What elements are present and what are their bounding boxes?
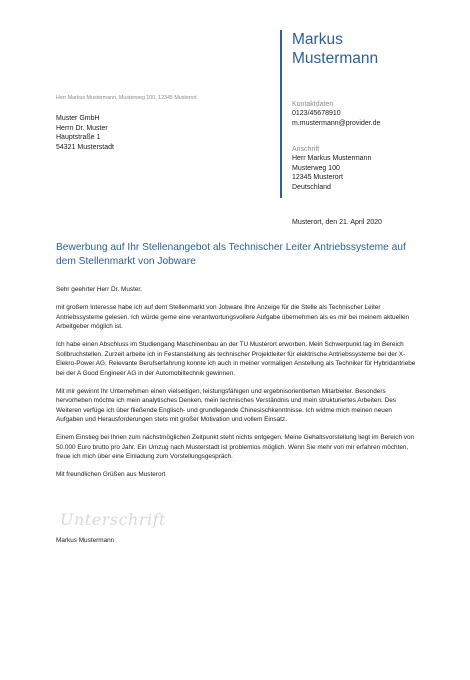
body-paragraph: mit großem Interesse habe ich auf dem Stellenmarkt von Jobware Ihre Anzeige für die Stelle als Technischer Leiter Antriebssysteme gelesen. Ich würde gerne eine verantwortungsvollere Aufgabe übernehmen als es mir bei meinem aktuellen Arbeitgeber möglich ist. [56, 304, 410, 331]
name-last: Mustermann [292, 50, 379, 67]
address-line: Herr Markus Mustermann [292, 155, 372, 162]
contact-label: Kontaktdaten [292, 101, 334, 108]
sender-return-line: Herr Markus Mustermann, Musterweg 100, 12345 Musterort [56, 95, 197, 101]
recipient-line: Herrn Dr. Muster [56, 124, 108, 132]
letter-date: Musterort, den 21. April 2020 [292, 219, 382, 226]
signature: Unterschrift [60, 510, 166, 529]
subject-line: Bewerbung auf Ihr Stellenangebot als Technischer Leiter Antriebssysteme auf dem Stellenmarkt von Jobware [56, 242, 406, 267]
address-block [292, 145, 371, 192]
salutation: Sehr geehrter Herr Dr. Muster, [56, 286, 142, 293]
body-paragraph: Ich habe einen Abschluss im Studiengang Maschinenbau an der TU Musterort erworben. Mein Schwerpunkt lag im Bereich Sollbruchstellen. Zurzeit arbeite ich in Festanstellung als technischer Projektleiter für elektrische Antriebssysteme bei der X-Elekro-Power AG. Relevante Berufserfahrung konnte ich auch in meiner vormaligen Anstellung als Techniker für Hybridantriebe bei der A Good Engineer AG in der Automobiltechnik gewinnen. [56, 341, 416, 377]
signer-name: Markus Mustermann [56, 537, 115, 544]
recipient-line: 54321 Musterstadt [56, 143, 114, 151]
address-line: 12345 Musterort [292, 174, 343, 182]
email: m.mustermann@provider.de [292, 119, 381, 127]
address-line: Musterweg 100 [292, 164, 340, 172]
recipient-line: Muster GmbH [56, 115, 100, 122]
letter-body [56, 285, 416, 489]
applicant-name [292, 30, 378, 68]
address-label: Anschrift [292, 146, 320, 153]
recipient-line: Hauptstraße 1 [56, 134, 101, 142]
body-paragraph: Mit mir gewinnt Ihr Unternehmen einen vielseitigen, leistungsfähigen und ergebnisorientierten Mitarbeiter. Besonders hervorheben möchte ich mein analytisches Denken, mein technisches Verständnis und mein strukturiertes Arbeiten. Des Weiteren verfüge ich über fließende Englisch- und grundlegende Chinesischkenntnisse. Ich widme mich meinen neuen Aufgaben und Herausforderungen stets mit großer Motivation und vollem Einsatz. [56, 387, 396, 424]
address-line: Deutschland [292, 183, 331, 191]
body-paragraph: Einem Einstieg bei Ihnen zum nächstmöglichen Zeitpunkt steht nichts entgegen. Meine Gehaltsvorstellung liegt im Bereich von 50.000 Euro brutto pro Jahr. Ein Umzug nach Musterstadt ist problemlos möglich. Wenn Sie mehr von mir erfahren möchten, freue ich mich über eine Einladung zum Vorstellungsgespräch. [56, 434, 415, 461]
recipient-address [56, 114, 114, 152]
contact-block [292, 100, 380, 128]
header-divider [280, 30, 282, 198]
phone: 0123/45678910 [292, 110, 341, 117]
name-first: Markus [292, 31, 343, 48]
closing: Mit freundlichen Grüßen aus Musterort [56, 471, 166, 479]
